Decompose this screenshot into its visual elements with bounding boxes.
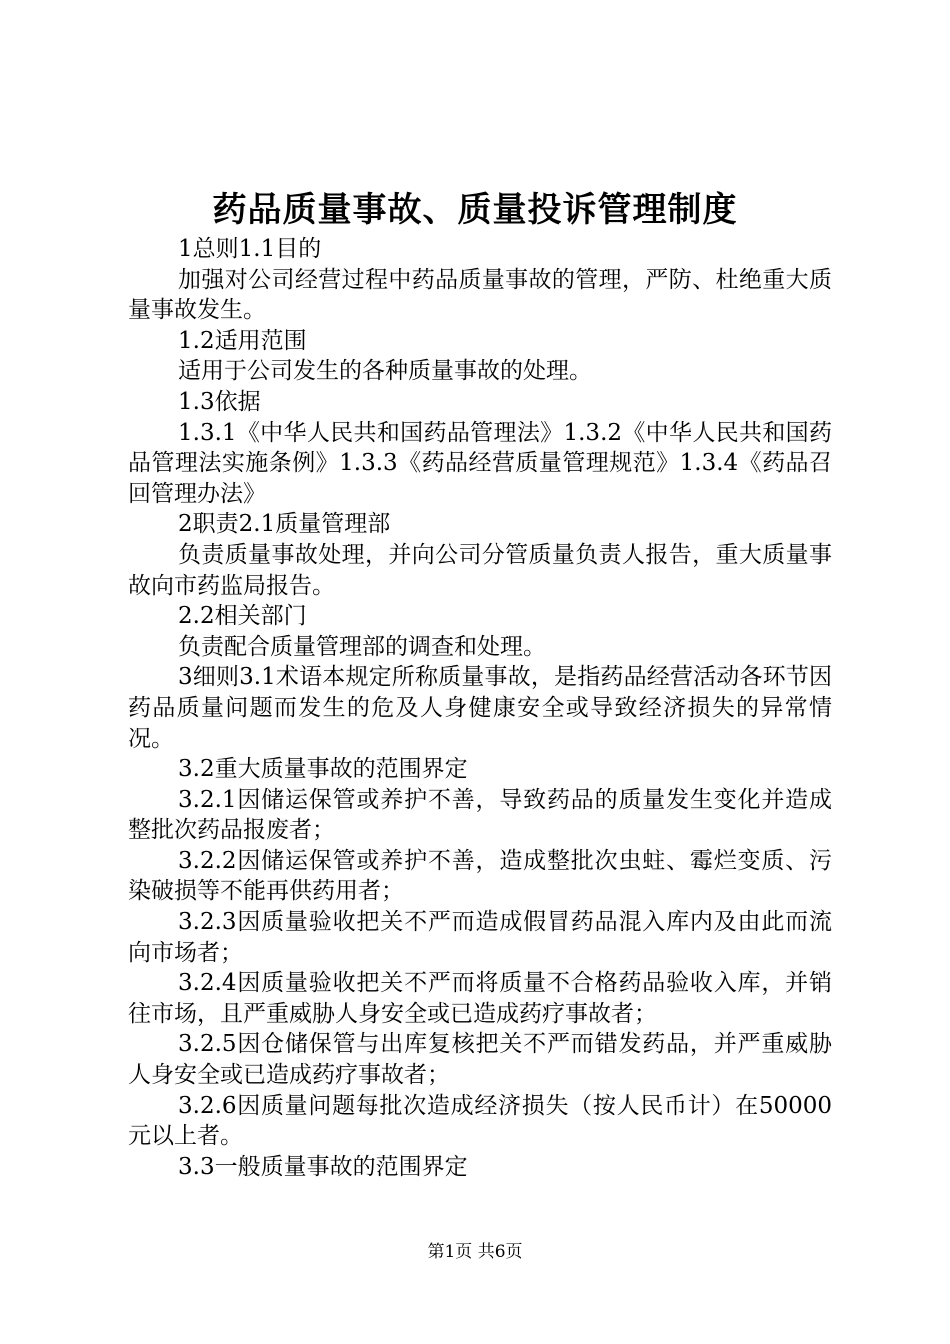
paragraph: 适用于公司发生的各种质量事故的处理。 — [178, 358, 592, 385]
paragraph: 3.2.4因质量验收把关不严而将质量不合格药品验收入库，并销往市场，且严重威胁人身安全或已造成药疗事故者； — [128, 970, 832, 1027]
paragraph: 1.2适用范围 — [178, 327, 307, 354]
paragraph: 1.3.1《中华人民共和国药品管理法》1.3.2《中华人民共和国药品管理法实施条例》1.3.3《药品经营质量管理规范》1.3.4《药品召回管理办法》 — [128, 419, 832, 507]
paragraph: 3细则3.1术语本规定所称质量事故，是指药品经营活动各环节因药品质量问题而发生的危及人身健康安全或导致经济损失的异常情况。 — [128, 664, 832, 752]
paragraph: 负责配合质量管理部的调查和处理。 — [178, 633, 546, 660]
paragraph: 3.2.1因储运保管或养护不善，导致药品的质量发生变化并造成整批次药品报废者； — [128, 786, 832, 844]
paragraph: 2职责2.1质量管理部 — [178, 511, 391, 538]
paragraph: 3.3一般质量事故的范围界定 — [178, 1153, 468, 1180]
paragraph: 3.2.5因仓储保管与出库复核把关不严而错发药品，并严重威胁人身安全或已造成药疗事故者； — [128, 1031, 832, 1089]
paragraph: 加强对公司经营过程中药品质量事故的管理，严防、杜绝重大质量事故发生。 — [128, 266, 832, 324]
paragraph: 3.2重大质量事故的范围界定 — [178, 756, 468, 783]
paragraph: 3.2.6因质量问题每批次造成经济损失（按人民币计）在50000元以上者。 — [128, 1092, 832, 1150]
paragraph: 负责质量事故处理，并向公司分管质量负责人报告，重大质量事故向市药监局报告。 — [128, 541, 832, 599]
paragraph: 3.2.2因储运保管或养护不善，造成整批次虫蛀、霉烂变质、污染破损等不能再供药用者； — [128, 847, 832, 905]
document-body — [128, 234, 832, 1182]
document-title: 药品质量事故、质量投诉管理制度 — [212, 190, 738, 230]
paragraph: 3.2.3因质量验收把关不严而造成假冒药品混入库内及由此而流向市场者； — [128, 909, 832, 966]
paragraph: 1总则1.1目的 — [178, 236, 322, 262]
paragraph: 1.3依据 — [178, 388, 261, 415]
paragraph: 2.2相关部门 — [178, 603, 307, 630]
page-number: 第1页 共6页 — [427, 1242, 523, 1262]
